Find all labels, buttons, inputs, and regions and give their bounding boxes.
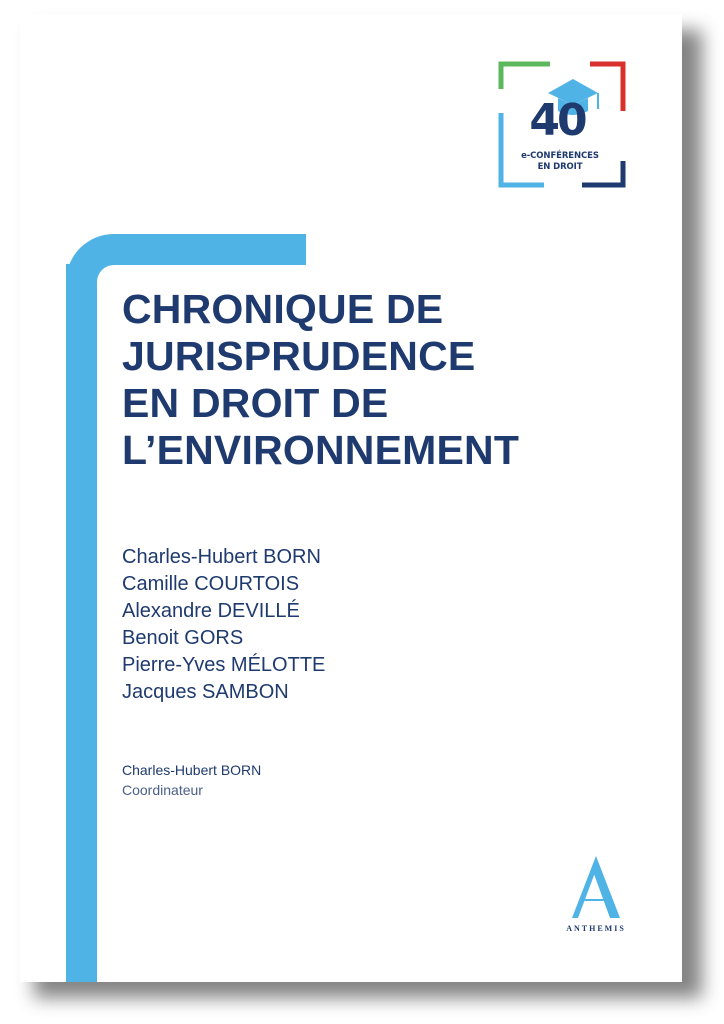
coordinator-name: Charles-Hubert BORN [122,762,262,778]
anthemis-a-logo-icon [567,854,625,920]
title-line: EN DROIT DE [122,380,389,426]
author-name: Benoit GORS [122,627,244,649]
publisher-name: ANTHEMIS [566,924,626,933]
logo-text-line1: e-CONFÉRENCES [521,151,599,161]
book-title [122,286,662,474]
title-line: L’ENVIRONNEMENT [122,427,520,473]
logo-number: 40 [529,95,585,146]
logo-text-line2: EN DROIT [537,162,583,172]
coordinator-block [122,760,261,800]
econferences-logo [498,61,628,189]
title-line: CHRONIQUE DE [122,286,444,332]
author-list [122,544,325,706]
accent-bar-vertical [66,264,97,982]
author-name: Alexandre DEVILLÉ [122,600,300,622]
author-name: Jacques SAMBON [122,681,289,703]
author-name: Pierre-Yves MÉLOTTE [122,654,326,676]
author-name: Camille COURTOIS [122,573,300,595]
author-name: Charles-Hubert BORN [122,546,321,568]
book-cover [20,14,682,982]
title-line: JURISPRUDENCE [122,333,476,379]
accent-bar-corner [66,234,136,294]
coordinator-role: Coordinateur [122,782,203,798]
accent-bar-horizontal [130,234,306,265]
publisher-logo [550,854,642,944]
